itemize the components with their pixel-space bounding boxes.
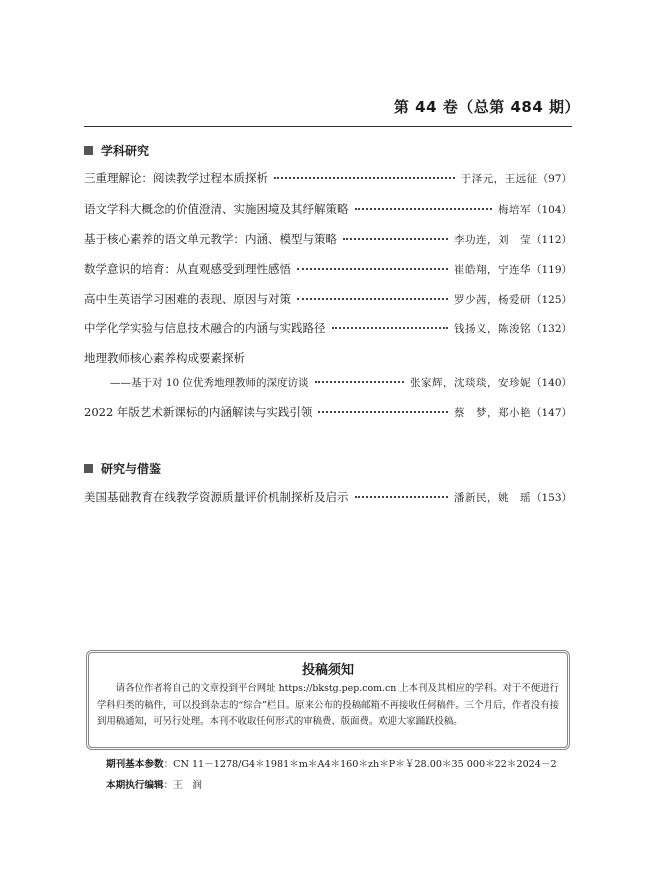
section-heading-subject-research xyxy=(84,142,149,159)
article-authors: 于泽元，王远征 xyxy=(460,173,538,185)
square-bullet-icon xyxy=(84,464,93,473)
article-page: （125） xyxy=(530,294,572,306)
toc-entry[interactable] xyxy=(84,231,572,247)
article-title: 语文学科大概念的价值澄清、实施困境及其纾解策略 xyxy=(84,202,349,216)
editor-value: 王 润 xyxy=(173,780,202,791)
submission-notice-box xyxy=(86,650,570,750)
leader-dots xyxy=(315,381,404,383)
leader-dots xyxy=(274,177,455,179)
section-heading-research-reference xyxy=(84,460,161,477)
article-page: （97） xyxy=(537,173,572,185)
leader-dots xyxy=(297,268,448,270)
article-subtitle: ——基于对 10 位优秀地理教师的深度访谈 xyxy=(110,377,309,389)
article-page: （153） xyxy=(530,492,572,504)
leader-dots xyxy=(355,496,448,498)
article-title: 高中生英语学习困难的表现、原因与对策 xyxy=(84,292,291,306)
editor-label: 本期执行编辑 xyxy=(106,780,164,791)
journal-params xyxy=(106,756,557,770)
toc-entry[interactable] xyxy=(84,375,572,390)
leader-dots xyxy=(355,208,492,210)
volume-issue: 第 44 卷（总第 484 期） xyxy=(393,98,580,116)
notice-title: 投稿须知 xyxy=(301,663,354,678)
params-label: 期刊基本参数 xyxy=(106,759,164,770)
toc-entry[interactable] xyxy=(84,404,572,420)
section-title: 研究与借鉴 xyxy=(101,462,162,476)
issue-editor xyxy=(106,777,202,791)
toc-entry[interactable] xyxy=(84,320,572,336)
toc-entry[interactable] xyxy=(84,489,572,505)
article-page: （104） xyxy=(530,204,572,216)
article-authors: 张家辉，沈琰琰，安珍妮 xyxy=(409,377,531,389)
toc-entry[interactable] xyxy=(84,201,572,217)
leader-dots xyxy=(343,238,448,240)
article-page: （132） xyxy=(530,323,572,335)
article-page: （112） xyxy=(530,234,572,246)
leader-dots xyxy=(318,411,448,413)
params-value: CN 11－1278/G4＊1981＊m＊A4＊160＊zh＊P＊￥28.00＊35 000＊22＊2024－2 xyxy=(173,759,557,770)
article-authors: 崔皓翔，宁连华 xyxy=(453,264,531,276)
colon-separator: ： xyxy=(163,759,174,770)
notice-body: 请各位作者将自己的文章投到平台网址 https://bkstg.pep.com.cn 上本刊及其相应的学科。对于不便进行学科归类的稿件，可以投到杂志的“综合”栏目。原来公布的投稿邮箱不再接收任何稿件。三个月后，作者没有接到用稿通知，可另行处理。本刊不收取任何形式的审稿费、版面费。欢迎大家踊跃投稿。 xyxy=(97,683,559,728)
article-title: 中学化学实验与信息技术融合的内涵与实践路径 xyxy=(84,321,326,335)
article-authors: 蔡 梦，郑小艳 xyxy=(453,407,531,419)
header-rule xyxy=(84,126,572,127)
square-bullet-icon xyxy=(84,146,93,155)
article-authors: 潘新民，姚 瑶 xyxy=(453,492,531,504)
article-authors: 罗少茜，杨爱研 xyxy=(453,294,531,306)
toc-entry[interactable] xyxy=(84,291,572,307)
article-page: （140） xyxy=(530,377,572,389)
article-authors: 李功连，刘 莹 xyxy=(453,234,531,246)
colon-separator: ： xyxy=(163,780,174,791)
article-title[interactable]: 地理教师核心素养构成要素探析 xyxy=(84,351,245,365)
article-title: 基于核心素养的语文单元教学：内涵、模型与策略 xyxy=(84,232,337,246)
leader-dots xyxy=(332,327,448,329)
section-title: 学科研究 xyxy=(101,144,150,158)
article-title: 三重理解论：阅读教学过程本质探析 xyxy=(84,171,268,185)
article-title: 2022 年版艺术新课标的内涵解读与实践引领 xyxy=(84,405,313,419)
article-page: （119） xyxy=(530,264,572,276)
article-title: 美国基础教育在线教学资源质量评价机制探析及启示 xyxy=(84,490,349,504)
article-title: 数学意识的培育：从直观感受到理性感悟 xyxy=(84,262,291,276)
article-page: （147） xyxy=(530,407,572,419)
leader-dots xyxy=(297,298,448,300)
article-authors: 梅培军 xyxy=(497,204,531,216)
article-authors: 钱扬义，陈浚铭 xyxy=(453,323,531,335)
toc-entry[interactable] xyxy=(84,170,572,186)
toc-entry[interactable] xyxy=(84,261,572,277)
